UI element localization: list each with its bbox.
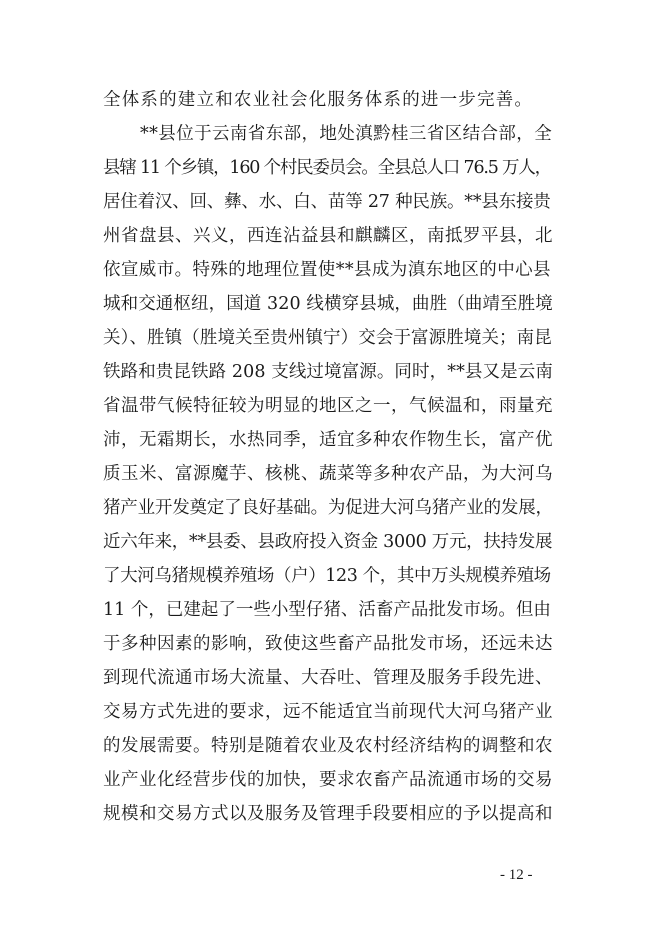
text-line: 州省盘县、兴义，西连沾益县和麒麟区，南抵罗平县，北 bbox=[103, 226, 553, 246]
text-line: 近六年来，**县委、县政府投入资金 3000 万元，扶持发展 bbox=[103, 532, 553, 552]
text-line: 居住着汉、回、彝、水、白、苗等 27 种民族。**县东接贵 bbox=[103, 192, 551, 212]
text-line: 了大河乌猪规模养殖场（户）123 个，其中万头规模养殖场 bbox=[103, 566, 551, 586]
text-line: 到现代流通市场大流量、大吞吐、管理及服务手段先进、 bbox=[103, 668, 553, 688]
text-line: 城和交通枢纽，国道 320 线横穿县城，曲胜（曲靖至胜境 bbox=[103, 294, 553, 314]
text-line: 县辖 11 个乡镇，160 个村民委员会。全县总人口 76.5 万人， bbox=[103, 158, 551, 178]
text-line: 沛，无霜期长，水热同季，适宜多种农作物生长，富产优 bbox=[103, 430, 553, 450]
page-number: - 12 - bbox=[500, 867, 533, 883]
paragraph-start-line: **县位于云南省东部，地处滇黔桂三省区结合部，全 bbox=[140, 124, 553, 144]
text-line: 省温带气候特征较为明显的地区之一，气候温和，雨量充 bbox=[103, 396, 553, 416]
text-line: 于多种因素的影响，致使这些畜产品批发市场，还远未达 bbox=[103, 634, 553, 654]
text-line: 规模和交易方式以及服务及管理手段要相应的予以提高和 bbox=[103, 804, 553, 824]
text-line: 全体系的建立和农业社会化服务体系的进一步完善。 bbox=[103, 90, 534, 110]
text-line: 的发展需要。特别是随着农业及农村经济结构的调整和农 bbox=[103, 736, 553, 756]
text-line: 铁路和贵昆铁路 208 支线过境富源。同时，**县又是云南 bbox=[103, 362, 553, 382]
text-line: 依宣威市。特殊的地理位置使**县成为滇东地区的中心县 bbox=[103, 260, 551, 280]
text-line: 关）、胜镇（胜境关至贵州镇宁）交会于富源胜境关；南昆 bbox=[103, 328, 552, 348]
text-line: 11 个，已建起了一些小型仔猪、活畜产品批发市场。但由 bbox=[103, 600, 551, 620]
text-line: 业产业化经营步伐的加快，要求农畜产品流通市场的交易 bbox=[103, 770, 553, 790]
text-line: 质玉米、富源魔芋、核桃、蔬菜等多种农产品，为大河乌 bbox=[103, 464, 553, 484]
text-line: 猪产业开发奠定了良好基础。为促进大河乌猪产业的发展， bbox=[103, 498, 553, 518]
text-line: 交易方式先进的要求，远不能适宜当前现代大河乌猪产业 bbox=[103, 702, 553, 722]
